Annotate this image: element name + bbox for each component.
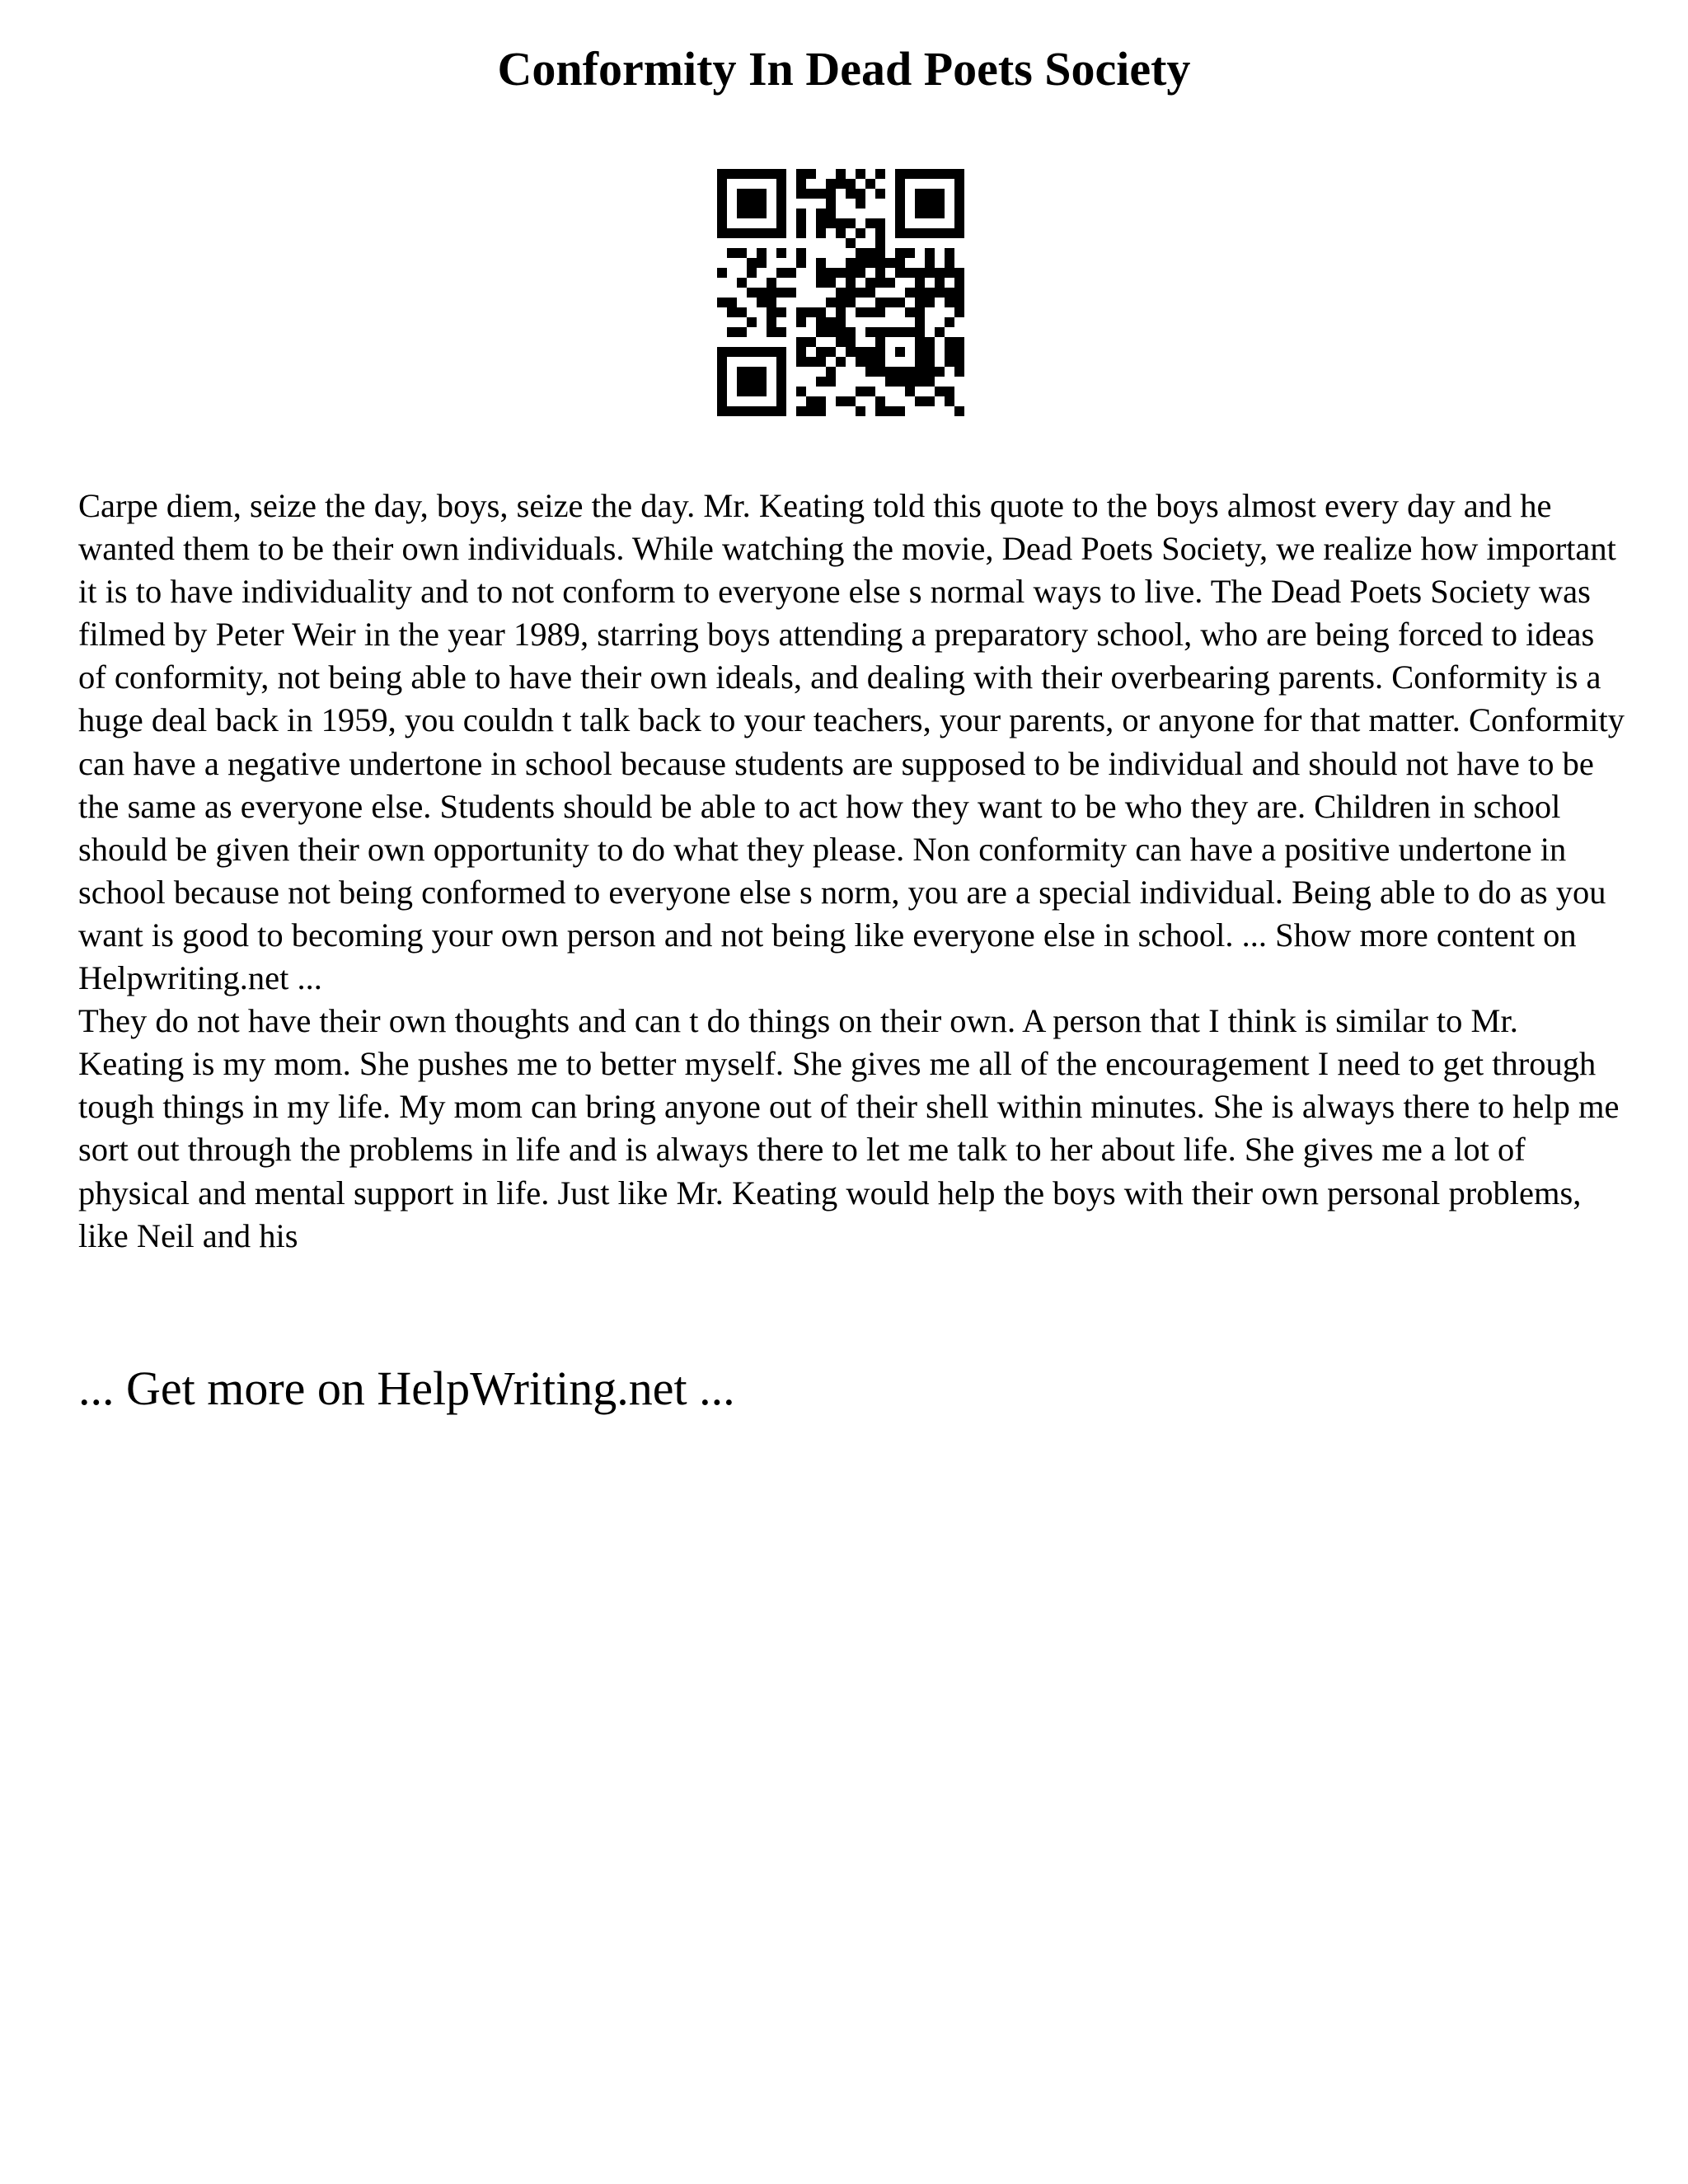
qr-code-icon (717, 169, 964, 416)
essay-body (78, 485, 1628, 1258)
paragraph-1: Carpe diem, seize the day, boys, seize the day. Mr. Keating told this quote to the boys almost every day and he wanted them to be their own individuals. While watching the movie, Dead Poets Society, we realize how important it is to have individuality and to not conform to everyone else s normal ways to live. The Dead Poets Society was filmed by Peter Weir in the year 1989, starring boys attending a preparatory school, who are being forced to ideas of conformity, not being able to have their own ideals, and dealing with their overbearing parents. Conformity is a huge deal back in 1959, you couldn t talk back to your teachers, your parents, or anyone for that matter. Conformity can have a negative undertone in school because students are supposed to be individual and should not have to be the same as everyone else. Students should be able to act how they want to be who they are. Children in school should be given their own opportunity to do what they please. Non conformity can have a positive undertone in school because not being conformed to everyone else s norm, you are a special individual. Being able to do as you want is good to becoming your own person and not being like everyone else in school. ... Show more content on Helpwriting.net ... (78, 487, 1625, 997)
get-more-link[interactable]: ... Get more on HelpWriting.net ... (78, 1361, 735, 1415)
page-title: Conformity In Dead Poets Society (497, 42, 1191, 96)
paragraph-2: They do not have their own thoughts and can t do things on their own. A person that I think is similar to Mr. Keating is my mom. She pushes me to better myself. She gives me all of the encouragement I need to get through tough things in my life. My mom can bring anyone out of their shell within minutes. She is always there to help me sort out through the problems in life and is always there to let me talk to her about life. She gives me a lot of physical and mental support in life. Just like Mr. Keating would help the boys with their own personal problems, like Neil and his (78, 1002, 1620, 1254)
